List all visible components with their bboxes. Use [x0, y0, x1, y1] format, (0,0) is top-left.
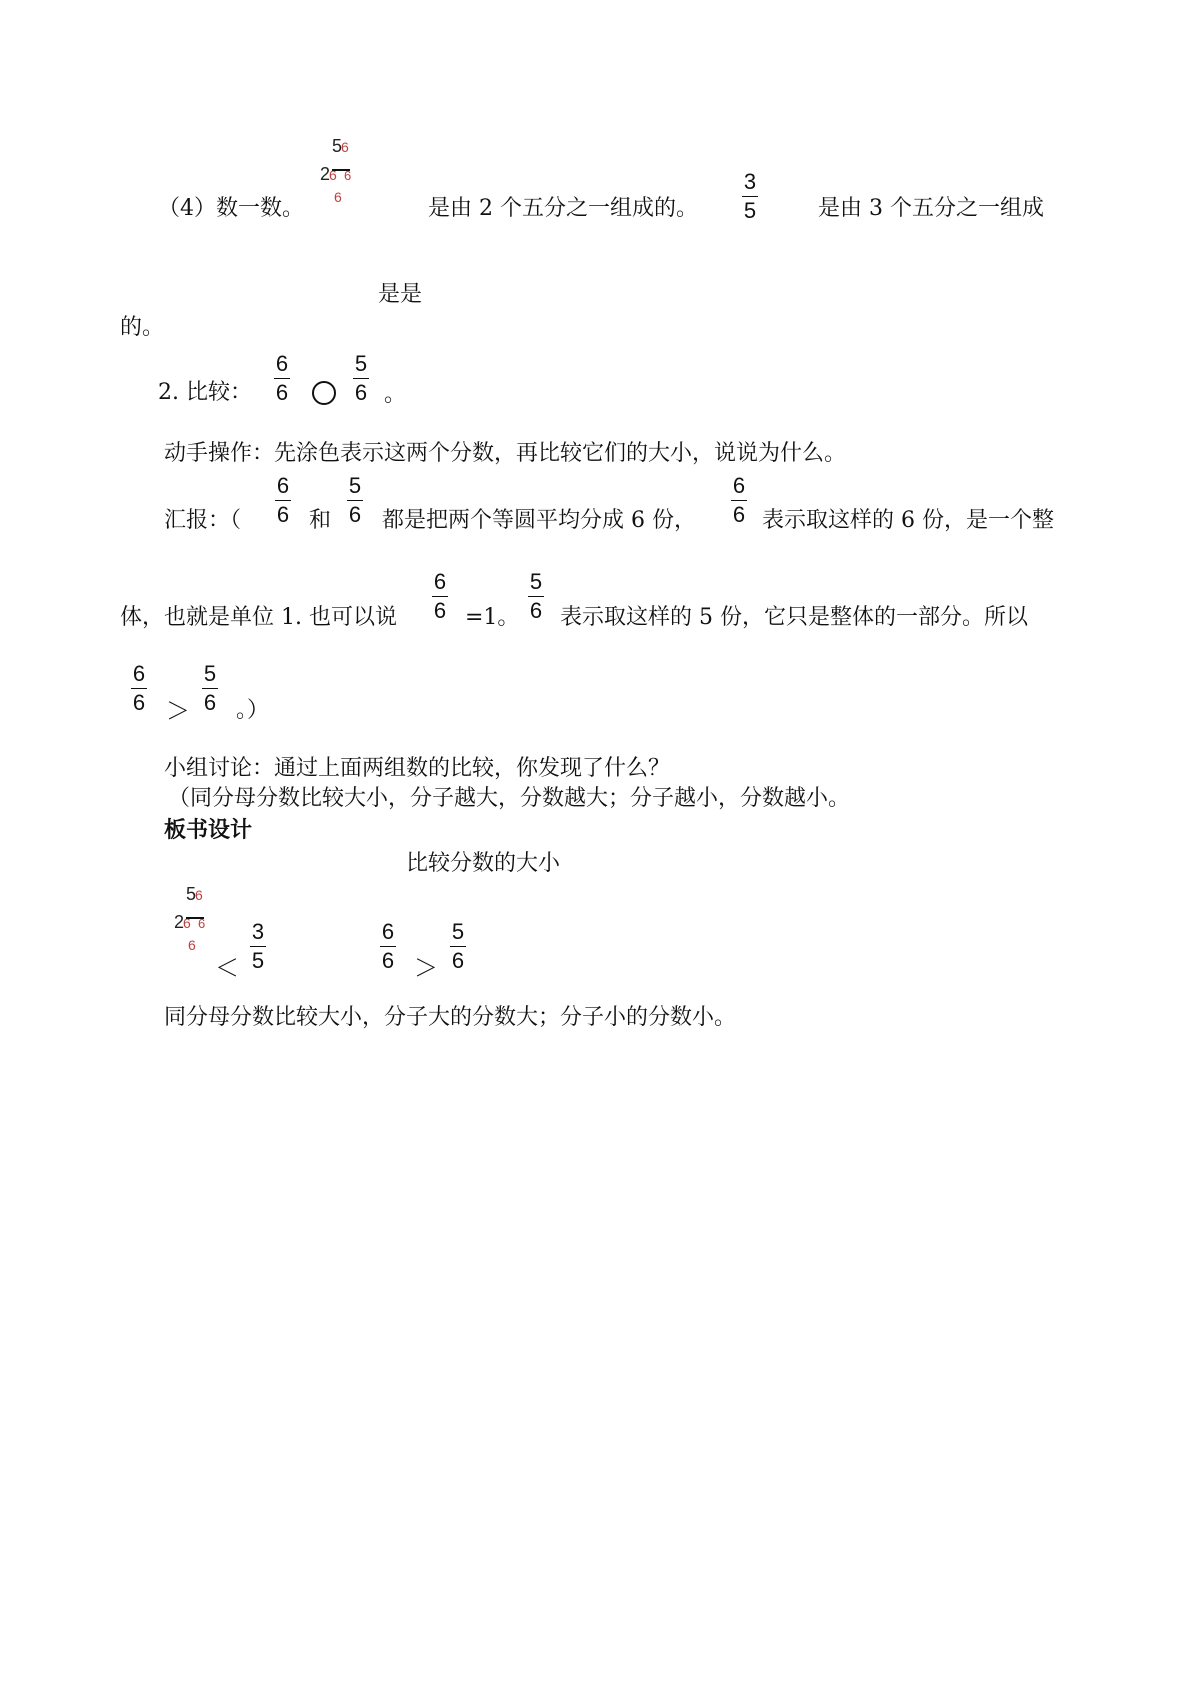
svg-text:6: 6: [334, 189, 342, 205]
count-intro: （4）数一数。: [158, 196, 304, 221]
report-l1a: 汇报：（: [164, 508, 242, 533]
conclusion-text: （同分母分数比较大小，分子越大，分数越大；分子越小，分数越小。: [168, 786, 851, 811]
svg-text:6: 6: [344, 168, 352, 183]
count-end: 是由 3 个五分之一组成: [818, 196, 1044, 221]
svg-text:6: 6: [195, 887, 203, 903]
svg-text:6: 6: [183, 915, 191, 931]
count-mid: 是由 2 个五分之一组成的。: [428, 196, 698, 221]
report-l2b: =1。: [465, 605, 520, 630]
report-l3-end: 。）: [236, 698, 270, 723]
svg-text:6: 6: [188, 937, 196, 953]
report-l1d: 表示取这样的 6 份，是一个整: [762, 508, 1054, 533]
stray-text: 是是: [378, 282, 423, 307]
report-l2a: 体，也就是单位 1. 也可以说: [120, 605, 397, 630]
fraction-6-6: 6 6: [732, 473, 746, 527]
svg-text:6: 6: [198, 916, 206, 931]
discuss-text: 小组讨论：通过上面两组数的比较，你发现了什么？: [164, 756, 671, 781]
fraction-5-6: 5 6: [529, 569, 543, 623]
report-l1c: 都是把两个等圆平均分成 6 份，: [382, 508, 696, 533]
count-wrap: 的。: [120, 315, 165, 340]
garbled-fraction-image: [172, 878, 216, 958]
garbled-fraction-image: [318, 130, 362, 210]
fraction-5-6: 5 6: [348, 473, 362, 527]
fraction-5-6: 5 6: [203, 661, 217, 715]
svg-text:5: 5: [332, 136, 343, 156]
board-heading: 板书设计: [164, 817, 253, 843]
svg-text:2: 2: [320, 164, 331, 184]
fraction-5-6: 5 6: [451, 919, 465, 973]
fraction-6-6: 6 6: [132, 661, 146, 715]
board-title: 比较分数的大小: [406, 851, 561, 876]
operate-text: 动手操作：先涂色表示这两个分数，再比较它们的大小，说说为什么。: [164, 441, 847, 466]
fraction-6-6: 6 6: [275, 351, 289, 405]
board-summary: 同分母分数比较大小，分子大的分数大；分子小的分数小。: [164, 1005, 737, 1030]
report-l1b: 和: [309, 508, 332, 533]
report-l2c: 表示取这样的 5 份，它只是整体的一部分。所以: [560, 605, 1028, 630]
compare-end: 。: [384, 382, 407, 407]
fraction-3-5: 3 5: [743, 169, 757, 223]
svg-text:6: 6: [341, 139, 349, 155]
fraction-6-6: 6 6: [276, 473, 290, 527]
greater-than-sign: ＞: [414, 954, 438, 982]
compare-label: 2. 比较：: [158, 380, 252, 405]
fraction-5-6: 5 6: [354, 351, 368, 405]
svg-text:6: 6: [329, 167, 337, 183]
fraction-3-5: 3 5: [251, 919, 265, 973]
less-than-sign: ＜: [215, 954, 239, 982]
compare-circle: [312, 381, 336, 405]
greater-than-sign: ＞: [166, 697, 190, 725]
svg-text:5: 5: [186, 884, 197, 904]
svg-text:2: 2: [174, 912, 185, 932]
fraction-6-6: 6 6: [433, 569, 447, 623]
fraction-6-6: 6 6: [381, 919, 395, 973]
